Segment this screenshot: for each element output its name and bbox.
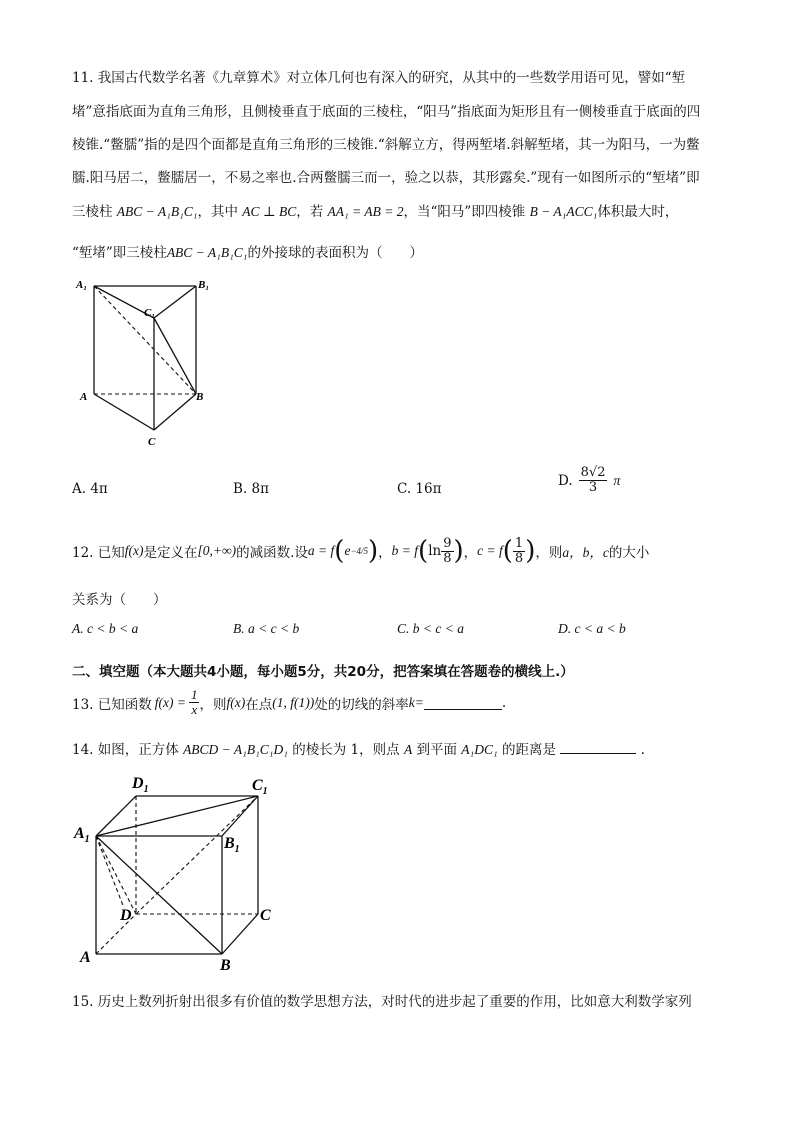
label-cube-C: C	[260, 907, 271, 924]
label-cube-A: A	[80, 949, 91, 966]
prism-figure	[72, 272, 222, 452]
q11-line-6: “堑堵”即三棱柱ABC − A₁B₁C₁的外接球的表面积为（ ）	[72, 245, 424, 261]
q13-answer-blank	[424, 696, 502, 710]
q14-line: 14. 如图，正方体 ABCD − A₁B₁C₁D₁ 的棱长为 1，则点 A 到平面 A₁DC₁ 的距离是 .	[72, 742, 645, 758]
label-A1: A₁	[76, 279, 88, 291]
math-prism: ABC − A₁B₁C₁	[116, 204, 198, 219]
q11-line-4: 臑.阳马居二，鳖臑居一，不易之率也.合两鳖臑三而一，验之以恭，其形露矣.”现有一如图所示的“堑堵”即	[72, 170, 700, 186]
svg-text:A1: $A_1$	[74, 825, 90, 845]
label-B: B	[196, 391, 204, 403]
q12-line-2: 关系为（ ）	[72, 592, 167, 608]
svg-text:D1: $D_1$	[132, 775, 149, 795]
q11-line-2: 堵”意指底面为直角三角形，且侧棱垂直于底面的三棱柱，“阳马”指底面为矩形且有一侧棱垂直于底面的四	[72, 104, 701, 120]
q11-option-d: D. $\frac{8√2}{3}$ π	[558, 465, 621, 495]
q12-option-a: A. c < b < a	[72, 621, 139, 636]
q15-line-1: 15. 历史上数列折射出很多有价值的数学思想方法，对时代的进步起了重要的作用，比如意大利数学家列	[72, 994, 692, 1010]
label-cube-B: B	[220, 957, 231, 974]
svg-text:C1: $C_1$	[252, 777, 268, 797]
q12-option-d: D. c < a < b	[558, 621, 626, 636]
section-heading: 二、填空题（本大题共4小题，每小题5分，共20分，把答案填在答题卷的横线上.）	[72, 664, 574, 680]
q11-option-c: C. 16π	[397, 481, 442, 497]
q11-line-5: 三棱柱 ABC − A₁B₁C₁，其中 AC ⊥ BC，若 AA₁ = AB = 2，当“阳马”即四棱锥 B − A₁ACC₁体积最大时，	[72, 204, 679, 220]
q14-answer-blank	[560, 740, 636, 754]
q12-option-c: C. b < c < a	[397, 621, 464, 636]
q12-option-b: B. a < c < b	[233, 621, 300, 636]
q13-line: 13. 已知函数 f(x) = $\frac{1}{x}$ ，则 f(x) 在点 (1, f(1)) 处的切线的斜率 k= .	[72, 687, 507, 717]
label-A: A	[80, 391, 88, 403]
q11-option-b: B. 8π	[233, 481, 269, 497]
q11-line-3: 棱锥.“鳖臑”指的是四个面都是直角三角形的三棱锥.“斜解立方，得两堑堵.斜解堑堵，其一为阳马，一为鳖	[72, 137, 700, 153]
math-prism-2: ABC − A₁B₁C₁	[166, 245, 248, 260]
label-cube-D: D	[120, 907, 132, 924]
cube-figure	[72, 768, 292, 978]
svg-text:B1: $B_1$	[224, 835, 240, 855]
q11-option-a: A. 4π	[72, 481, 108, 497]
label-C: C	[148, 436, 156, 448]
label-B1: B₁	[198, 279, 210, 291]
math-pyramid: B − A₁ACC₁	[529, 204, 598, 219]
q12-line-1: 12. 已知 f(x) 是定义在 [0,+∞) 的减函数.设 a = f ( e −4/5 ) ， b = f ( ln $\frac{9}{8}$ ) ， c = f ( $\frac{1}{8}$ ) ，则 a，b，c 的大小	[72, 535, 650, 566]
math-perp: AC ⊥ BC	[242, 204, 297, 219]
q11-line-1: 11. 我国古代数学名著《九章算术》对立体几何也有深入的研究，从其中的一些数学用语可见，譬如“堑	[72, 70, 686, 86]
label-C1: C₁	[144, 307, 156, 319]
math-length: AA₁ = AB = 2	[327, 204, 404, 219]
